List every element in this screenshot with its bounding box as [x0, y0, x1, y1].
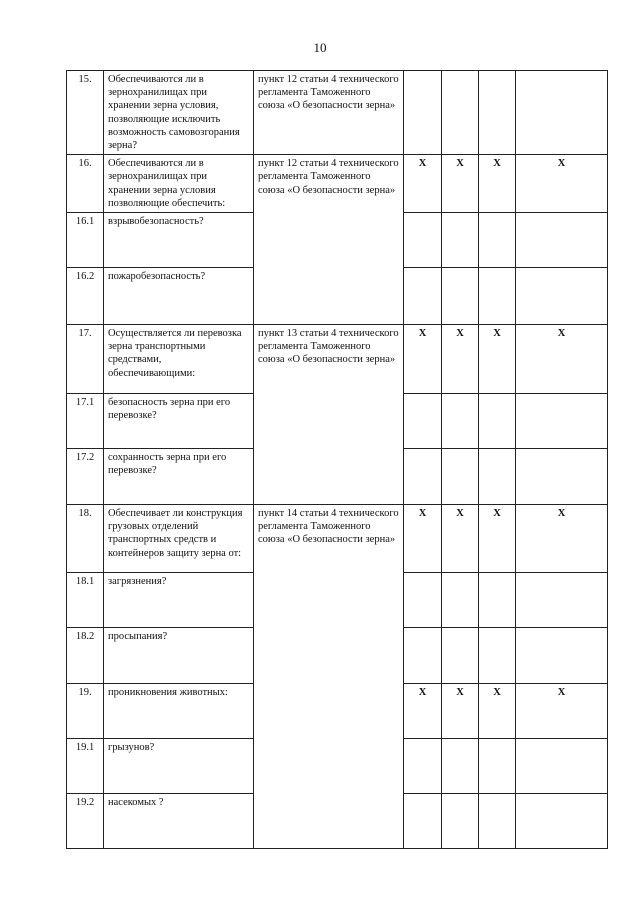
question-text: проникновения животных:: [104, 684, 254, 739]
mark-cell: X: [442, 155, 479, 213]
page-number: 10: [313, 40, 327, 55]
mark-cell: [516, 213, 608, 268]
question-text: Обеспечиваются ли в зернохранилищах при хранении зерна условия позволяющие обеспечить:: [104, 155, 254, 213]
mark-cell: [404, 739, 442, 794]
mark-cell: [516, 394, 608, 449]
mark-cell: X: [404, 155, 442, 213]
mark-cell: [404, 449, 442, 505]
mark-cell: [442, 449, 479, 505]
question-text: насекомых ?: [104, 794, 254, 849]
table-row: [67, 71, 608, 155]
mark-cell: [516, 71, 608, 155]
mark-cell: [404, 794, 442, 849]
mark-cell: X: [442, 325, 479, 394]
mark-cell: [404, 573, 442, 628]
mark-cell: [404, 394, 442, 449]
row-number: 17.1: [67, 394, 104, 449]
question-text: Обеспечиваются ли в зернохранилищах при хранении зерна условия, позволяющие исключить возможность самовозгорания зерна?: [104, 71, 254, 155]
mark-cell: [516, 573, 608, 628]
mark-cell: [479, 394, 516, 449]
inspection-checklist-table: [66, 70, 608, 849]
mark-cell: [442, 71, 479, 155]
mark-cell: [479, 213, 516, 268]
table-row: [67, 325, 608, 394]
mark-cell: [442, 213, 479, 268]
regulation-reference: пункт 12 статьи 4 технического регламента Таможенного союза «О безопасности зерна»: [254, 71, 404, 155]
mark-cell: [516, 739, 608, 794]
row-number: 18.2: [67, 628, 104, 684]
mark-cell: X: [404, 325, 442, 394]
mark-cell: X: [479, 684, 516, 739]
mark-cell: X: [442, 505, 479, 573]
mark-cell: X: [479, 325, 516, 394]
mark-cell: [442, 628, 479, 684]
mark-cell: [479, 449, 516, 505]
row-number: 18.1: [67, 573, 104, 628]
row-number: 17.: [67, 325, 104, 394]
question-text: Осуществляется ли перевозка зерна транспортными средствами, обеспечивающими:: [104, 325, 254, 394]
row-number: 16.1: [67, 213, 104, 268]
mark-cell: [516, 268, 608, 325]
table-row: [67, 505, 608, 573]
mark-cell: [404, 213, 442, 268]
mark-cell: [442, 573, 479, 628]
mark-cell: X: [516, 505, 608, 573]
row-number: 16.2: [67, 268, 104, 325]
mark-cell: [404, 268, 442, 325]
mark-cell: X: [479, 155, 516, 213]
mark-cell: [479, 628, 516, 684]
mark-cell: [479, 739, 516, 794]
mark-cell: [404, 628, 442, 684]
mark-cell: [516, 794, 608, 849]
row-number: 16.: [67, 155, 104, 213]
mark-cell: [442, 394, 479, 449]
row-number: 19.: [67, 684, 104, 739]
mark-cell: X: [516, 325, 608, 394]
question-text: безопасность зерна при его перевозке?: [104, 394, 254, 449]
regulation-reference: пункт 13 статьи 4 технического регламента Таможенного союза «О безопасности зерна»: [254, 325, 404, 505]
regulation-reference: пункт 14 статьи 4 технического регламента Таможенного союза «О безопасности зерна»: [254, 505, 404, 849]
mark-cell: X: [516, 155, 608, 213]
mark-cell: X: [404, 684, 442, 739]
mark-cell: [479, 71, 516, 155]
question-text: грызунов?: [104, 739, 254, 794]
question-text: сохранность зерна при его перевозке?: [104, 449, 254, 505]
row-number: 17.2: [67, 449, 104, 505]
mark-cell: X: [404, 505, 442, 573]
question-text: взрывобезопасность?: [104, 213, 254, 268]
mark-cell: X: [479, 505, 516, 573]
row-number: 19.1: [67, 739, 104, 794]
mark-cell: [479, 268, 516, 325]
row-number: 15.: [67, 71, 104, 155]
mark-cell: [442, 268, 479, 325]
question-text: Обеспечивает ли конструкция грузовых отделений транспортных средств и контейнеров защиту зерна от:: [104, 505, 254, 573]
mark-cell: [442, 794, 479, 849]
row-number: 18.: [67, 505, 104, 573]
question-text: просыпания?: [104, 628, 254, 684]
mark-cell: [516, 449, 608, 505]
question-text: пожаробезопасность?: [104, 268, 254, 325]
mark-cell: [516, 628, 608, 684]
mark-cell: [404, 71, 442, 155]
row-number: 19.2: [67, 794, 104, 849]
table-row: [67, 155, 608, 213]
mark-cell: [479, 573, 516, 628]
question-text: загрязнения?: [104, 573, 254, 628]
regulation-reference: пункт 12 статьи 4 технического регламента Таможенного союза «О безопасности зерна»: [254, 155, 404, 325]
mark-cell: X: [516, 684, 608, 739]
mark-cell: X: [442, 684, 479, 739]
mark-cell: [479, 794, 516, 849]
mark-cell: [442, 739, 479, 794]
